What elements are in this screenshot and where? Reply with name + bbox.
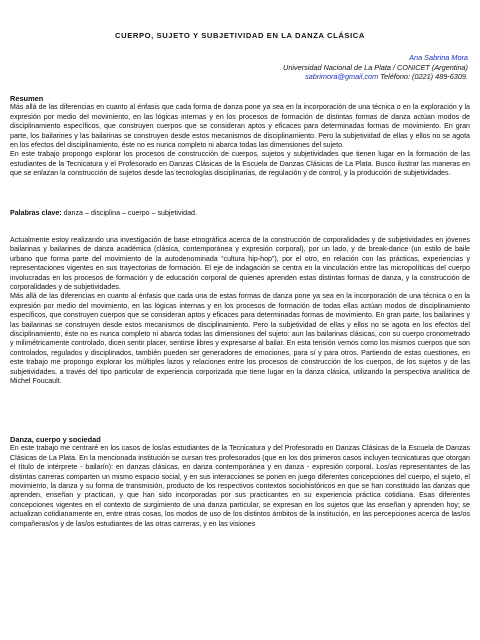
intro-paragraph-2: Más allá de las diferencias en cuanto al énfasis que cada una de estas formas de danza pone ya sea en la incorporación de una técnica o en la expresión por medio del movimiento, en las lógicas internas y en los procesos de formación de todas ellas actúan modos de disciplinamiento específicos, que construyen cuerpos que se consideran aptos y eficaces para determinadas formas de movimiento. En gran parte, los bailarines y las bailarinas se construyen desde estos mecanismos de disciplinamiento. Pero la subjetividad de ellas y ellos no se agota en los efectos del disciplinamiento, éste no es nunca completo ni abarca todas las dimensiones del sujeto: aun las bailarinas clásicas, con su cuerpo cronometrado y milimétricamente controlado, dicen sentir placer, sentirse libres y expresarse al bailar. En esta tensión vemos como los mismos cuerpos que son controlados, regulados y disciplinados, también pueden ser generadores de emociones, para sí y para otros. Partiendo de estas cuestiones, en este trabajo me propongo explorar los múltiples lazos y relaciones entre los procesos de construcción de los cuerpos, de los sujetos y de las subjetividades, a través del tipo particular de experiencia corporizada que tiene lugar en la danza clásica, utilizando la perspectiva analítica de Michel Foucault. [10,292,470,386]
keywords-text: danza – disciplina – cuerpo – subjetividad. [61,209,197,217]
paper-title: CUERPO, SUJETO Y SUBJETIVIDAD EN LA DANZA CLÁSICA [115,31,365,40]
author-affiliation: Universidad Nacional de La Plata / CONICET (Argentina) [283,62,468,72]
author-email[interactable]: sabrimora@gmail.com [305,72,379,82]
author-name[interactable]: Ana Sabrina Mora [409,53,468,62]
author-phone: Teléfono: (0221) 489-6309. [378,72,468,82]
intro-paragraph-1: Actualmente estoy realizando una investigación de base etnográfica acerca de la construcción de corporalidades y de subjetividades en jóvenes bailarinas y bailarines de danza académica (clásica, contemporánea y expresión corporal), por un lado, y de break-dance (un estilo de baile urbano que forma parte del movimiento de la autodenominada “cultura hip-hop”), por el otro, en relación con las prácticas, experiencias y representaciones vigentes en sus trayectorias de formación. El eje de indagación se centra en la vinculación entre las micropolíticas del cuerpo involucradas en los procesos de formación y de educación corporal de quienes aprenden estas distintas formas de danza, y la construcción de corporalidades y de subjetividades. [10,236,470,292]
keywords-label: Palabras clave: [10,209,62,217]
section-danza-cuerpo-sociedad [10,435,470,529]
abstract-paragraph-1: Más allá de las diferencias en cuanto al énfasis que cada forma de danza pone ya sea en la incorporación de una técnica o en la exploración y la expresión por medio del movimiento, en las lógicas internas y en los procesos de formación de distintas formas de danza actúan modos de disciplinamiento específicos, que construyen cuerpos que se consideran aptos y eficaces para determinadas formas de movimiento. En gran parte, los bailarines y las bailarinas se construyen desde estos mecanismos de disciplinamiento. Pero la subjetividad de ellas y ellos no se agota en los efectos del disciplinamiento, éste no es nunca completo ni abarca todas las dimensiones del sujeto. [10,103,470,150]
abstract-heading: Resumen [10,94,44,103]
intro-section [10,236,470,387]
keywords-line [10,209,470,218]
section-paragraph: En este trabajo me centraré en los casos de los/as estudiantes de la Tecnicatura y del Profesorado en Danzas Clásicas de la Escuela de Danzas Clásicas de La Plata. En la mencionada institución se cursan tres profesorados (que en los dos primeros casos incluyen tecnicaturas que otorgan el título de intérprete - bailarín): en danzas clásicas, en danza contemporánea y en danza - expresión corporal. Los/as representantes de las distintas carreras comparten un mismo espacio social, y en sus interacciones se ponen en juego diferentes concepciones del cuerpo, el sujeto, el movimiento, la danza y su forma de transmisión, producto de los respectivos contextos sociohistóricos en que se han constituido las danzas que aprenden, enseñan y practican, y que han sido incorporadas por sus practicantes en su experiencia práctica cotidiana. Esas diferentes concepciones vigentes en el contexto de surgimiento de una danza particular, se expresan en los sujetos que las enseñan y aprenden hoy; se actualizan cotidianamente en, entre otras cosas, los modos de uso de los distintos ámbitos de la institución, en las percepciones acerca de las/os compañeras/os y de las/os estudiantes de las otras carreras, y en las visiones [10,444,470,528]
abstract-paragraph-2: En este trabajo propongo explorar los procesos de construcción de cuerpos, sujetos y subjetividades que tienen lugar en la formación de las estudiantes de la Tecnicatura y el Profesorado en Danzas Clásicas de la Escuela de Danzas Clásicas de La Plata. Busco ilustrar las maneras en que se enlazan la construcción de sujetos desde las tecnologías disciplinarias, de regulación y de control, y la producción de subjetividades. [10,150,470,178]
abstract-section [10,94,470,179]
author-block [283,53,468,82]
section-heading: Danza, cuerpo y sociedad [10,435,101,444]
